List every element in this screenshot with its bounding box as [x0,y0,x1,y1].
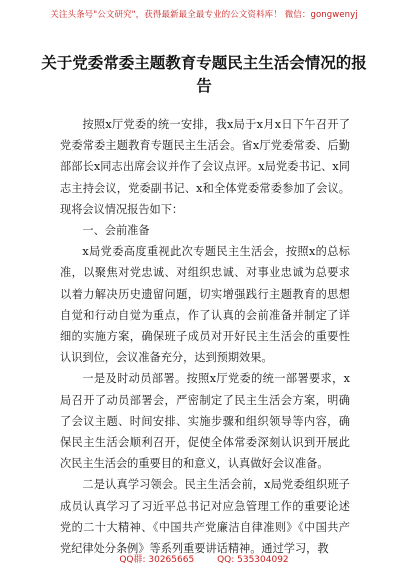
paragraph-study: 二是认真学习领会。民主生活会前，x局党委组织班子成员认真学习了习近平总书记对应急管理工作的重要论述党的二十大精神、《中国共产党廉洁自律准则》《中国共产党纪律处分条例》等系列重要讲话精神。通过学习，教 [60,478,350,556]
document-title: 关于党委常委主题教育专题民主生活会情况的报告 [41,54,367,95]
footer-qq-group: QQ群: 30265665 [119,555,195,565]
paragraph-preparation: x局党委高度重视此次专题民主生活会，按照x的总标准，以聚焦对党忠诚、对组织忠诚、对事业忠诚为总要求以着力解决历史遗留问题，切实增强践行主题教育的思想自觉和行动自觉为重点，作了认真的会前准备并制定了详细的实施方案，确保班子成员对开好民主生活会的重要性认识到位，会议准备充分，达到预期效果。 [60,245,350,365]
header-banner: 关注头条号"公文研究"，获得最新最全最专业的公文资料库！ 微信：gongwenyj [50,10,358,20]
paragraph-intro: 按照x厅党委的统一安排，我x局于x月x日下午召开了党委常委主题教育专题民主生活会。省x厅党委常委、后勤部部长x同志出席会议并作了会议点评。x局党委书记、x同志主持会议，党委副书记、x和全体党委常委参加了会议。现将会议情况报告如下： [60,118,350,216]
footer-qq: QQ: 535304092 [217,555,289,565]
section-heading-preparation: 一、会前准备 [82,224,150,238]
footer-contacts [0,552,408,565]
paragraph-mobilization: 一是及时动员部署。按照x厅党委的统一部署要求，x局召开了动员部署会，严密制定了民主生活会方案，明确了会议主题、时间安排、实施步骤和组织领导等内容，确保民主生活会顺利召开，促使全体常委深刻认识到开展此次民主生活会的重要目的和意义，认真做好会议准备。 [60,372,350,471]
document-body [60,114,350,559]
